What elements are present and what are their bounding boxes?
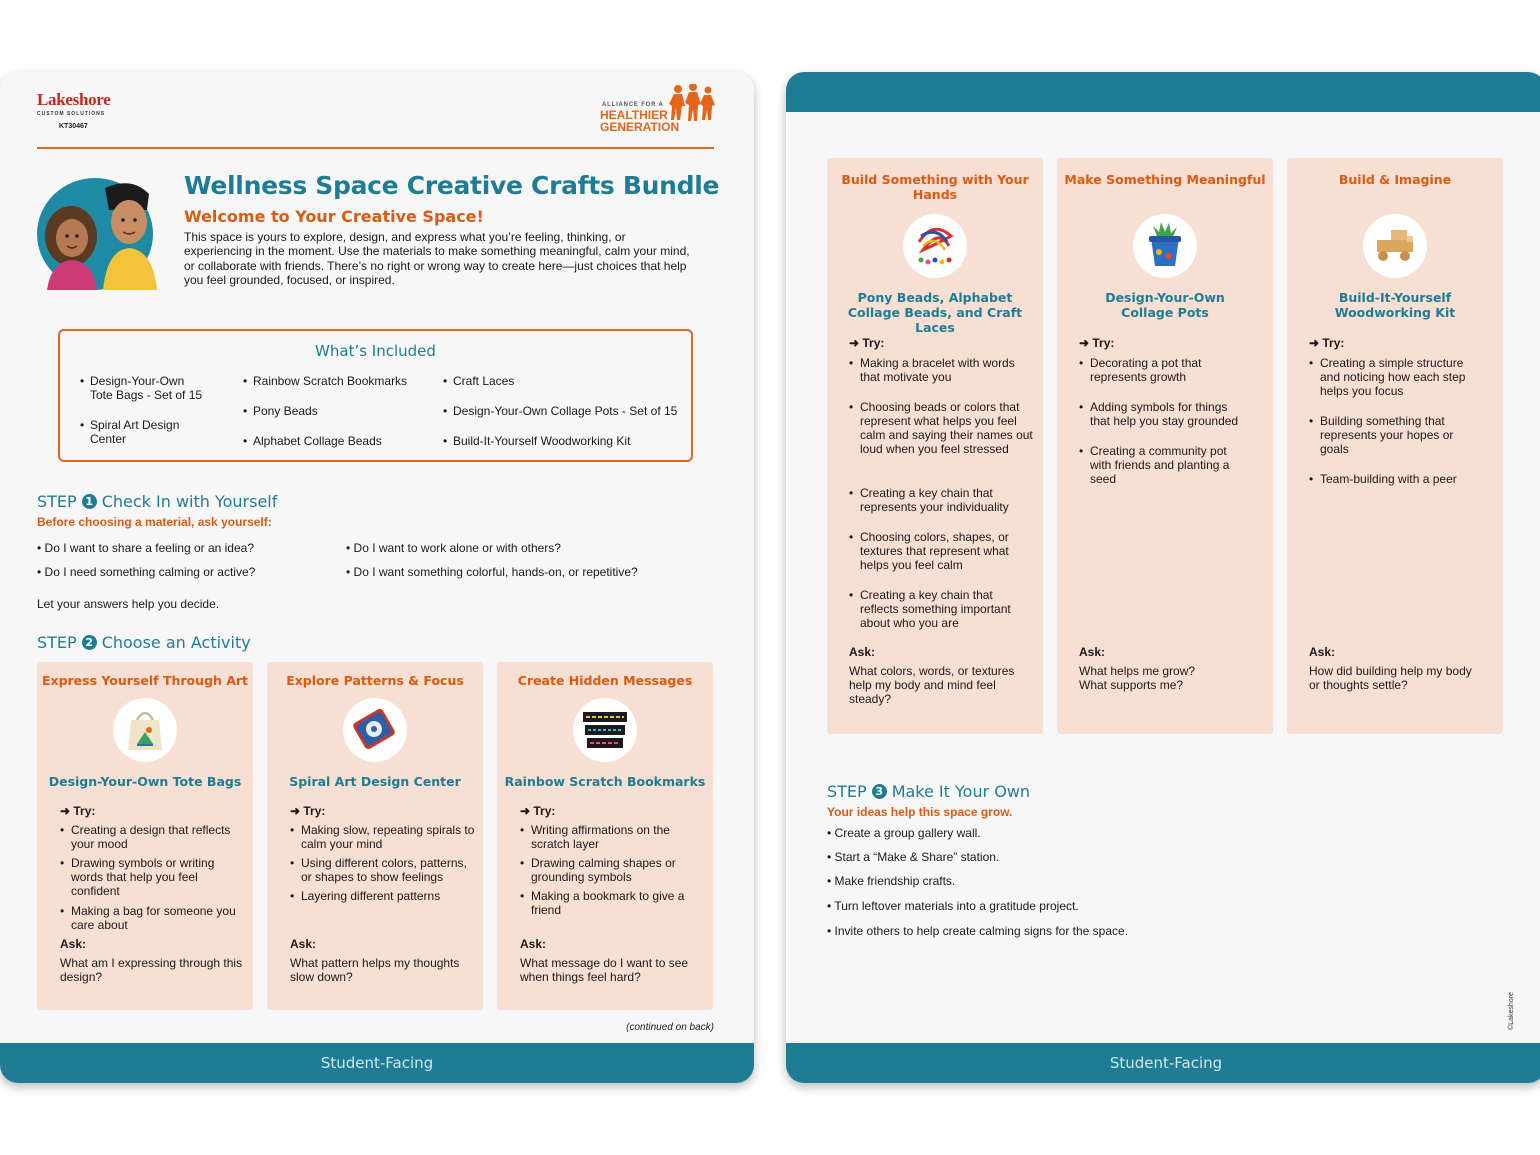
welcome-heading: Welcome to Your Creative Space! (184, 207, 484, 226)
front-page (0, 72, 754, 1083)
activity-card-woodworking (1287, 158, 1503, 734)
step3-heading: STEP 3 Make It Your Own (827, 782, 1031, 801)
step3-idea: • Invite others to help create calming signs for the space. (827, 924, 1129, 938)
included-item: • Spiral Art Design Center (80, 418, 190, 446)
included-item: • Alphabet Collage Beads (243, 434, 433, 448)
card-bullet: • Creating a key chain that reflects something important about who you are (849, 588, 1034, 630)
step3-idea: • Make friendship crafts. (827, 874, 956, 888)
card-bullet: • Drawing symbols or writing words that help you feel confident (60, 856, 245, 898)
card-ask-label: Ask: (290, 937, 317, 951)
card-try-label: ➜ Try: (290, 804, 326, 818)
included-item: • Rainbow Scratch Bookmarks (243, 374, 433, 388)
card-bullet: • Making a bracelet with words that motivate you (849, 356, 1034, 384)
beads-icon (903, 214, 967, 278)
partner-logo-text: HEALTHIER GENERATION (600, 108, 680, 134)
card-bullet: • Drawing calming shapes or grounding symbols (520, 856, 705, 884)
card-product: Design-Your-Own Tote Bags (48, 774, 242, 789)
card-bullet: • Using different colors, patterns, or shapes to show feelings (290, 856, 475, 884)
card-try-label: ➜ Try: (849, 336, 885, 350)
card-category: Make Something Meaningful (1064, 172, 1266, 187)
included-item: • Craft Laces (443, 374, 683, 388)
card-bullet: • Team-building with a peer (1309, 472, 1479, 486)
card-try-label: ➜ Try: (520, 804, 556, 818)
step3-idea: • Turn leftover materials into a gratitude project. (827, 899, 1079, 913)
footer-label: Student-Facing (320, 1054, 434, 1072)
card-ask-text: What am I expressing through this design? (60, 956, 243, 984)
card-ask-label: Ask: (1309, 645, 1336, 659)
step1-question: • Do I want something colorful, hands-on, or repetitive? (346, 565, 638, 579)
back-page (786, 72, 1540, 1083)
page-title: Wellness Space Creative Crafts Bundle (184, 171, 720, 200)
card-ask-label: Ask: (1079, 645, 1106, 659)
footer-bar (786, 1043, 1540, 1083)
step3-idea: • Start a “Make & Share” station. (827, 850, 1000, 864)
brand-name: Lakeshore (37, 90, 111, 109)
tote-bag-icon (113, 698, 177, 762)
footer-bar (0, 1043, 754, 1083)
included-item: • Build-It-Yourself Woodworking Kit (443, 434, 683, 448)
card-ask-label: Ask: (849, 645, 876, 659)
bookmark-icon (573, 698, 637, 762)
card-ask-text: How did building help my body or thoughts settle? (1309, 664, 1472, 692)
card-product: Rainbow Scratch Bookmarks (504, 774, 706, 789)
card-bullet: • Creating a simple structure and noticing how each step helps you focus (1309, 356, 1479, 398)
card-bullet: • Creating a community pot with friends and planting a seed (1079, 444, 1249, 486)
step1-question: • Do I want to share a feeling or an idea? (37, 541, 255, 555)
included-item: • Pony Beads (243, 404, 433, 418)
card-ask-label: Ask: (60, 937, 87, 951)
running-figures-icon (668, 84, 718, 124)
card-ask-text: What helps me grow? What supports me? (1079, 664, 1196, 692)
step1-subheading: Before choosing a material, ask yourself: (37, 515, 272, 529)
card-ask-text: What colors, words, or textures help my body and mind feel steady? (849, 664, 1015, 706)
card-category: Create Hidden Messages (517, 673, 693, 688)
whats-included-box (58, 329, 693, 462)
partner-logo (600, 84, 720, 134)
step2-number: 2 (82, 635, 97, 650)
students-avatar-icon (37, 176, 157, 290)
footer-label: Student-Facing (1109, 1054, 1223, 1072)
card-product: Build-It-Yourself Woodworking Kit (1334, 290, 1456, 320)
top-bar (786, 72, 1540, 112)
card-ask-label: Ask: (520, 937, 547, 951)
card-try-label: ➜ Try: (60, 804, 96, 818)
card-bullet: • Creating a design that reflects your mood (60, 823, 245, 851)
step1-heading: STEP 1 Check In with Yourself (37, 492, 278, 511)
card-bullet: • Building something that represents your hopes or goals (1309, 414, 1459, 456)
activity-card-tote (37, 662, 253, 1010)
card-category: Build & Imagine (1338, 172, 1452, 187)
card-bullet: • Creating a key chain that represents your individuality (849, 486, 1034, 514)
step3-subheading: Your ideas help this space grow. (827, 805, 1013, 819)
card-category: Express Yourself Through Art (41, 673, 249, 688)
card-bullet: • Making a bookmark to give a friend (520, 889, 705, 917)
product-code: KT30467 (59, 123, 88, 130)
spiral-art-icon (343, 698, 407, 762)
activity-card-collage-pots (1057, 158, 1273, 734)
activity-card-bookmark (497, 662, 713, 1010)
card-bullet: • Adding symbols for things that help you stay grounded (1079, 400, 1249, 428)
step3-number: 3 (872, 784, 887, 799)
lakeshore-logo (37, 90, 111, 130)
card-category: Build Something with Your Hands (841, 172, 1029, 202)
partner-logo-small: ALLIANCE FOR A (602, 102, 664, 108)
copyright-note: ©Lakeshore (1508, 992, 1515, 1030)
step2-heading: STEP 2 Choose an Activity (37, 633, 251, 652)
brand-sub: CUSTOM SOLUTIONS (37, 111, 106, 117)
step1-question: • Do I need something calming or active? (37, 565, 256, 579)
card-product: Pony Beads, Alphabet Collage Beads, and Craft Laces (847, 290, 1023, 335)
card-try-label: ➜ Try: (1079, 336, 1115, 350)
step1-question: • Do I want to work alone or with others? (346, 541, 561, 555)
intro-paragraph: This space is yours to explore, design, and express what you’re feeling, thinking, or experiencing in the moment. Use the materials to make something meaningful, calm your mind, or collaborate with friends. There’s no right or wrong way to create here—just choices that help you feel grounded, focused, or inspired. (184, 230, 690, 287)
card-ask-text: What message do I want to see when things feel hard? (520, 956, 689, 984)
card-bullet: • Making slow, repeating spirals to calm your mind (290, 823, 475, 851)
card-bullet: • Choosing colors, shapes, or textures that represent what helps you feel calm (849, 530, 1034, 572)
header-rule (37, 147, 714, 149)
step1-closing: Let your answers help you decide. (37, 597, 220, 611)
activity-card-spiral (267, 662, 483, 1010)
step3-idea: • Create a group gallery wall. (827, 826, 981, 840)
card-bullet: • Decorating a pot that represents growth (1079, 356, 1249, 384)
card-product: Spiral Art Design Center (289, 774, 461, 789)
card-bullet: • Layering different patterns (290, 889, 475, 903)
whats-included-title: What’s Included (315, 342, 436, 360)
collage-pot-icon (1133, 214, 1197, 278)
step1-number: 1 (82, 494, 97, 509)
included-item: • Design-Your-Own Collage Pots - Set of 15 (443, 404, 683, 418)
card-bullet: • Choosing beads or colors that represent what helps you feel calm and saying their names out loud when you feel stressed (849, 400, 1034, 456)
wood-truck-icon (1363, 214, 1427, 278)
card-bullet: • Writing affirmations on the scratch layer (520, 823, 705, 851)
card-try-label: ➜ Try: (1309, 336, 1345, 350)
card-category: Explore Patterns & Focus (286, 673, 464, 688)
included-item: • Design-Your-Own Tote Bags - Set of 15 (80, 374, 210, 402)
activity-card-beads (827, 158, 1043, 734)
card-product: Design-Your-Own Collage Pots (1105, 290, 1225, 320)
continued-note: (continued on back) (626, 1022, 714, 1033)
card-bullet: • Making a bag for someone you care about (60, 904, 245, 932)
card-ask-text: What pattern helps my thoughts slow down? (290, 956, 460, 984)
